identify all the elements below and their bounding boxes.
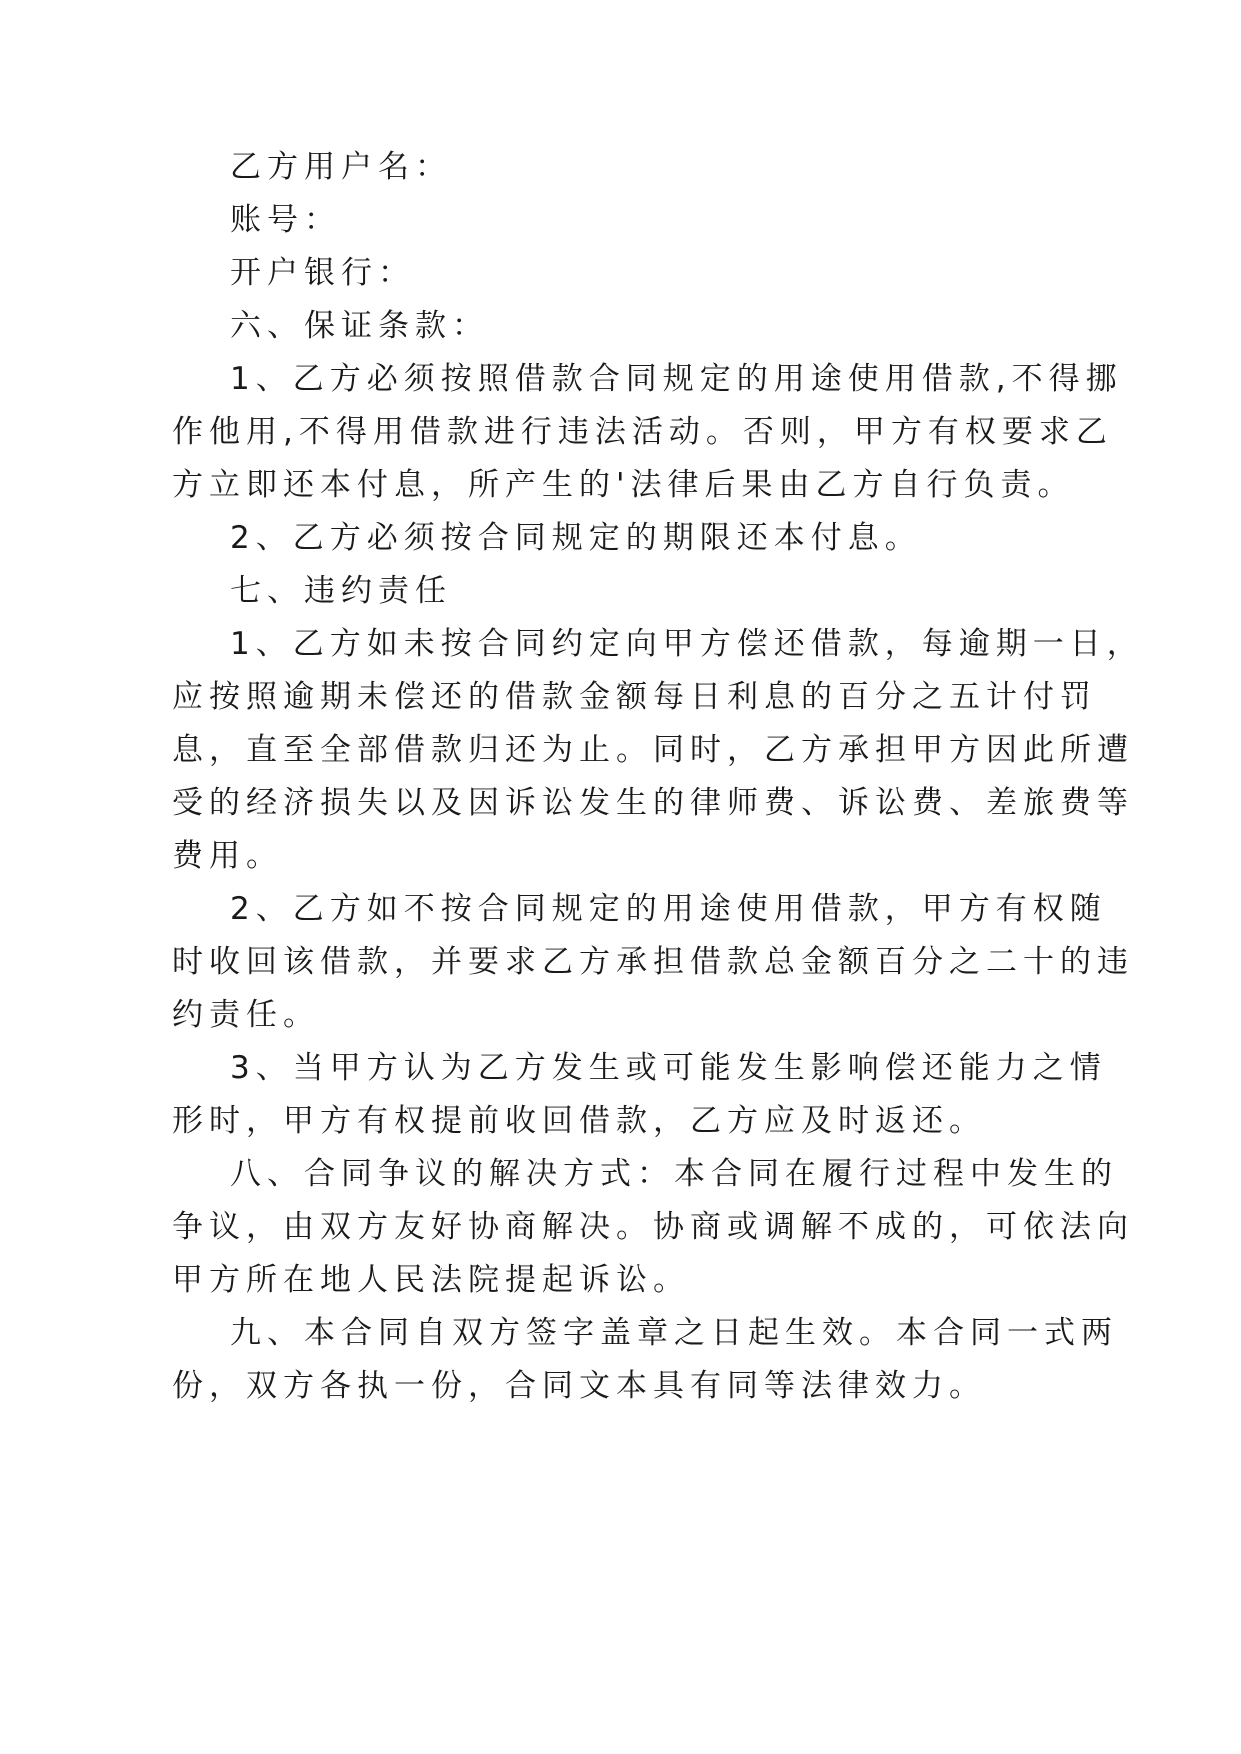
text-line: 争议，由双方友好协商解决。协商或调解不成的，可依法向 xyxy=(172,1209,1134,1245)
text-line: 份，双方各执一份，合同文本具有同等法律效力。 xyxy=(172,1368,986,1404)
text-line: 形时，甲方有权提前收回借款，乙方应及时返还。 xyxy=(172,1103,986,1139)
text-line: 息，直至全部借款归还为止。同时，乙方承担甲方因此所遭 xyxy=(172,732,1134,768)
text-line: 3、当甲方认为乙方发生或可能发生影响偿还能力之情 xyxy=(230,1050,1107,1086)
text-line: 应按照逾期未偿还的借款金额每日利息的百分之五计付罚 xyxy=(172,679,1097,715)
section-heading: 六、保证条款： xyxy=(230,308,489,344)
text-line: 2、乙方如不按合同规定的用途使用借款，甲方有权随 xyxy=(230,891,1107,927)
text-line: 八、合同争议的解决方式：本合同在履行过程中发生的 xyxy=(230,1156,1118,1192)
text-line: 乙方用户名： xyxy=(230,149,452,185)
text-line: 受的经济损失以及因诉讼发生的律师费、诉讼费、差旅费等 xyxy=(172,785,1134,821)
text-line: 约责任。 xyxy=(172,997,320,1033)
section-heading: 七、违约责任 xyxy=(230,573,452,609)
text-line: 作他用,不得用借款进行违法活动。否则，甲方有权要求乙 xyxy=(172,414,1113,450)
text-line: 时收回该借款，并要求乙方承担借款总金额百分之二十的违 xyxy=(172,944,1134,980)
text-line: 方立即还本付息，所产生的'法律后果由乙方自行负责。 xyxy=(172,467,1075,503)
text-line: 九、本合同自双方签字盖章之日起生效。本合同一式两 xyxy=(230,1315,1118,1351)
text-line: 开户银行： xyxy=(230,255,415,291)
text-line: 费用。 xyxy=(172,838,283,874)
text-line: 1、乙方如未按合同约定向甲方偿还借款，每逾期一日， xyxy=(230,626,1144,662)
text-line: 2、乙方必须按合同规定的期限还本付息。 xyxy=(230,520,922,556)
text-line: 1、乙方必须按照借款合同规定的用途使用借款,不得挪 xyxy=(230,361,1123,397)
text-line: 甲方所在地人民法院提起诉讼。 xyxy=(172,1262,690,1298)
text-line: 账号： xyxy=(230,202,341,238)
